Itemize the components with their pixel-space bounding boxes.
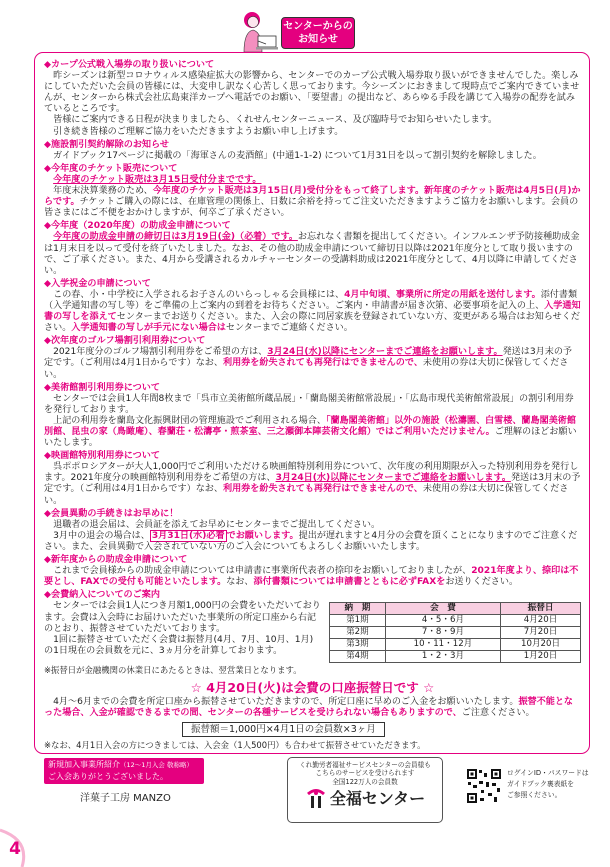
period-cell: 第1期 — [330, 615, 386, 627]
qr-line3: ご参照ください。 — [507, 791, 562, 799]
fee-payment-section — [44, 590, 581, 676]
body-text: お送りください。 — [445, 577, 519, 588]
body-text: ご注意ください。 — [461, 707, 535, 718]
emphasis-text: 4月中旬頃、事業所に所定の用紙を送付します。 — [344, 289, 541, 300]
zenpuku-line1: くれ勤労者福祉サービスセンターの会員様も — [299, 761, 431, 769]
section-heading: ◆今年度（2020年度）の助成金申請について — [44, 221, 231, 232]
date-cell: 10月20日 — [501, 639, 581, 651]
page-title-line2: お知らせ — [298, 34, 338, 45]
new-members-period: （12～1月入会 敬称略） — [120, 761, 193, 769]
section-heading: ◆新年度からの助成金申請について — [44, 555, 188, 566]
body-text: 提出が遅れますと4月分の会費を頂くことになりますのでご注意ください。また、会員異動で入会されていない方のご入会についてもよろしくお願いいたします。 — [44, 530, 578, 552]
emphasis-text: 利用券を紛失されても再発行はできませんので、 — [222, 358, 423, 369]
page-title-line1: センターからの — [283, 21, 353, 32]
notice-section — [44, 451, 581, 506]
paragraph — [44, 290, 581, 334]
section-heading: ◆映画館特別利用券について — [44, 451, 160, 462]
notice-section — [44, 383, 581, 450]
body-text: センターまでお送りください。また、入会の際に同居家族を登録されていない方、変更がある場合はお知らせください。 — [44, 312, 580, 334]
notice-section — [44, 140, 581, 162]
body-text: センターでは会員1人につき月額1,000円の会費をいただいております。会費は入会時にお届けいただいた事業所の所定口座から右記のとおり、振替させていただいております。 — [44, 601, 321, 634]
thanks-text: ご入会ありがとうございました。 — [48, 772, 168, 781]
body-text: センターまでご連絡ください。 — [225, 323, 353, 334]
transfer-date-banner: ☆ 4月20日(火)は会費の口座振替日です ☆ — [190, 679, 435, 695]
section-heading: ◆入学祝金の申請について — [44, 278, 151, 289]
body-text: 添付書類（入学通知書の写し等）をご準備の上ご案内の到着をお待ちください。ご案内・申請書が届き次第、必要事項を記入の上、 — [44, 289, 578, 311]
emphasis-text: 2021年度より、捺印は不要とし、FAXでの受付も可能といたします。 — [44, 566, 579, 588]
body-text: なお、 — [226, 577, 254, 588]
emphasis-text: でお願いします。 — [226, 530, 299, 541]
column-header: 振替日 — [501, 603, 581, 615]
section-heading: ◆美術館割引利用券について — [44, 382, 160, 393]
notice-section — [44, 279, 581, 334]
entry-fee-note: ※なお、4月1日入会の方につきましては、入会金（1人500円）も合わせて振替させていただきます。 — [44, 739, 426, 750]
paragraph — [44, 151, 581, 162]
table-row — [330, 651, 581, 663]
body-text: 皆様にご案内できる日程が決まりましたら、くれせんセンターニュース、及び臨時号でお知らせいたします。 — [53, 115, 498, 126]
notice-section — [44, 221, 581, 276]
notice-section — [44, 60, 581, 138]
body-text: 上記の利用券を蘭島文化振興財団の管理施設でご利用される場合、 — [53, 415, 326, 426]
body-text: 退職者の退会届は、会員証を添えてお早めにセンターまでご提出してください。 — [53, 519, 381, 530]
section-heading: ◆施設割引契約解除のお知らせ — [44, 139, 169, 150]
period-cell: 第2期 — [330, 627, 386, 639]
paragraph — [44, 115, 581, 126]
table-row — [330, 639, 581, 651]
zenpuku-line2: こちらのサービスを受けられます — [315, 769, 415, 778]
emphasis-text: 入学通知書の写しが手元にない場合は — [71, 323, 226, 334]
notice-section — [44, 336, 581, 380]
paragraph — [44, 531, 581, 553]
date-cell: 1月20日 — [501, 651, 581, 663]
paragraph — [44, 127, 581, 138]
section-heading: ◆会員異動の手続きはお早めに！ — [44, 508, 179, 519]
paragraph — [44, 347, 581, 380]
paragraph — [44, 71, 581, 115]
body-text: 4月～6月までの会費を所定口座から振替させていただきますので、所定口座に早めのご入金をお願いいたします。 — [53, 696, 519, 707]
period-cell: 第3期 — [330, 639, 386, 651]
page-number: 4 — [9, 839, 21, 859]
body-text: 2021年度分のゴルフ場割引利用券をご希望の方は、 — [53, 347, 268, 358]
zenpuku-logo-icon — [305, 788, 327, 810]
notice-sections — [44, 60, 581, 588]
notices-panel — [34, 52, 590, 754]
body-text: 3月中の退会の場合は、 — [53, 530, 150, 541]
section-heading: ◆会費納入についてのご案内 — [44, 590, 160, 601]
zenpuku-center-box — [287, 757, 443, 823]
table-header-row — [330, 603, 581, 615]
body-text: 呉ポポロシアターが大人1,000円でご利用いただける映画館特別利用券について、次年度の利用期限が入った特別利用券を発行します。2021年度分の映画館特別利用券をご希望の方は、 — [44, 462, 579, 484]
new-member-company: 洋菓子工房 MANZO — [80, 793, 171, 804]
paragraph — [44, 394, 581, 416]
body-text: お忘れなく書類を提出してください。インフルエンザ予防接種助成金は1月末日を以って受付を終了いたしました。なお、その他の助成金申請について締切日以降は2021年度分として取り扱いますので、ご了承ください。また、4月から受講されるカルチャーセンターの受講料助成は2021年度分として、4月以降に申請してください。 — [44, 232, 580, 276]
months-cell: 4・5・6月 — [385, 615, 500, 627]
months-cell: 10・11・12月 — [385, 639, 500, 651]
months-cell: 7・8・9月 — [385, 627, 500, 639]
zenpuku-logo-text: 全福センター — [329, 789, 426, 809]
table-row — [330, 627, 581, 639]
column-header: 会 費 — [385, 603, 500, 615]
date-cell: 7月20日 — [501, 627, 581, 639]
body-text: 未使用の券は大切に保管してください。 — [44, 358, 569, 380]
fee-schedule-table — [329, 602, 581, 663]
page-title — [281, 17, 355, 49]
paragraph — [44, 462, 581, 506]
qr-line2: ガイドブック裏表紙を — [507, 780, 575, 788]
emphasis-text: 3月24日(水)以降にセンターまでご連絡をお願いします。 — [275, 473, 511, 484]
body-text: 未使用の券は大切に保管してください。 — [44, 484, 569, 506]
date-cell: 4月20日 — [501, 615, 581, 627]
table-row — [330, 615, 581, 627]
body-text: 昨シーズンは新型コロナウィルス感染症拡大の影響から、センターでのカープ公式戦入場券取り扱いができませんでした。楽しみにしていただいた会員の皆様には、大変申し訳なく心苦しく思っております。今シーズンにおきまして現時点でご案内できていませんが、センターから株式会社広島東洋カープへ電話でのお願い、「要望書」の提出など、あらゆる手段を講じて入場券の配券を試みているところです。 — [44, 71, 580, 115]
paragraph — [44, 697, 581, 719]
transfer-body — [44, 697, 581, 719]
column-header: 納 期 — [330, 603, 386, 615]
body-text: この春、小・中学校に入学されるお子さんのいらっしゃる会員様には、 — [53, 289, 345, 300]
emphasis-text: 振替不能となった場合、入金が確認できるまでの間、センターの各種サービスを受けられない場合もありますので、 — [44, 696, 574, 718]
qr-code-image[interactable] — [466, 768, 502, 804]
table-note: ※振替日が金融機関の休業日にあたるときは、翌営業日となります。 — [44, 665, 302, 676]
paragraph — [44, 186, 581, 219]
months-cell: 1・2・3月 — [385, 651, 500, 663]
paragraph — [44, 232, 581, 276]
emphasis-text: 「蘭島閣美術館」以外の施設（松濤園、白雪楼、蘭島閣美術館別館、昆虫の家（鳥瞰庵）、春蘭荘・松濤亭・煎茶室、三之瀬御本陣芸術文化館）ではご利用いただけません。 — [44, 415, 576, 437]
body-text: ご理解のほどお願いいたします。 — [44, 427, 577, 449]
section-heading: ◆次年度のゴルフ場割引利用券について — [44, 336, 206, 347]
body-text: 年度末決算業務のため、 — [53, 186, 153, 197]
paragraph — [44, 566, 581, 588]
qr-line1: ログインID・パスワードは — [507, 769, 589, 777]
emphasis-text: 今年度の助成金申請の締切日は3月19日(金)（必着）です。 — [53, 232, 298, 243]
body-text: 引き続き皆様のご理解ご協力をいただきますようお願い申し上げます。 — [53, 126, 344, 137]
body-text: チケットご購入の際には、在庫管理の関係上、日数に余裕を持ってご注文いただきますようご協力をお願いします。会員の皆さまにはご不便をおかけしますが、何卒ご了承ください。 — [44, 197, 579, 219]
paragraph — [44, 416, 581, 449]
body-text: 1回に振替させていただく会費は振替月(4月、7月、10月、1月)の1日現在の会員数を元に、3ヵ月分を計算しております。 — [44, 634, 314, 656]
new-members-box — [44, 758, 204, 784]
notice-section — [44, 164, 581, 219]
body-text: 発送は3月末の予定です。（ご利用は4月1日からです）なお、 — [44, 347, 573, 369]
body-text: センターでは会員1人年間8枚まで「呉市立美術館所蔵品展」・「蘭島閣美術館常設展」・「広島市現代美術館常設展」の割引利用券を発行しております。 — [44, 393, 574, 415]
transfer-formula-box: 振替額＝1,000円×4月1日の会員数×3ヶ月 — [182, 722, 385, 737]
section-heading: ◆カープ公式戦入場券の取り扱いについて — [44, 60, 215, 70]
emphasis-text: 利用券を紛失されても再発行はできませんので、 — [222, 484, 423, 495]
body-text: 発送は3月末の予定です。（ご利用は4月1日からです）なお、 — [44, 473, 581, 495]
emphasis-text: 今年度のチケット販売は3月15日(月)受付分をもって終了します。新年度のチケット販売は4月5日(月)からです。 — [44, 186, 581, 208]
emphasis-text: 3月24日(水)以降にセンターまでご連絡をお願いします。 — [267, 347, 503, 358]
emphasis-text: 添付書類については申請書とともに必ずFAXを — [253, 577, 446, 588]
section-heading: ◆今年度のチケット販売について — [44, 163, 178, 174]
body-text: ガイドブック17ページに掲載の「海軍さんの麦酒館」(中通1-1-2) について1月31日を以って割引契約を解除しました。 — [53, 150, 542, 161]
new-members-title: 新規加入事業所紹介 — [48, 760, 120, 769]
emphasis-text: 3月31日(水)必着 — [151, 530, 225, 541]
zenpuku-line3: 全国122万人の会員数 — [332, 777, 398, 786]
emphasis-text: 入学通知書の写しを添えて — [44, 300, 581, 323]
body-text: これまで会員様からの助成金申請については申請書に事業所代表者の捺印をお願いしておりましたが、 — [53, 566, 472, 577]
woman-at-laptop-illustration — [236, 8, 280, 54]
notice-section — [44, 555, 581, 588]
period-cell: 第4期 — [330, 651, 386, 663]
notice-section — [44, 509, 581, 553]
section-subheading: 今年度のチケット販売は3月15日受付分までです。 — [53, 174, 262, 185]
paragraph — [44, 520, 581, 531]
zenpuku-logo — [288, 788, 442, 810]
qr-instructions — [507, 768, 602, 801]
